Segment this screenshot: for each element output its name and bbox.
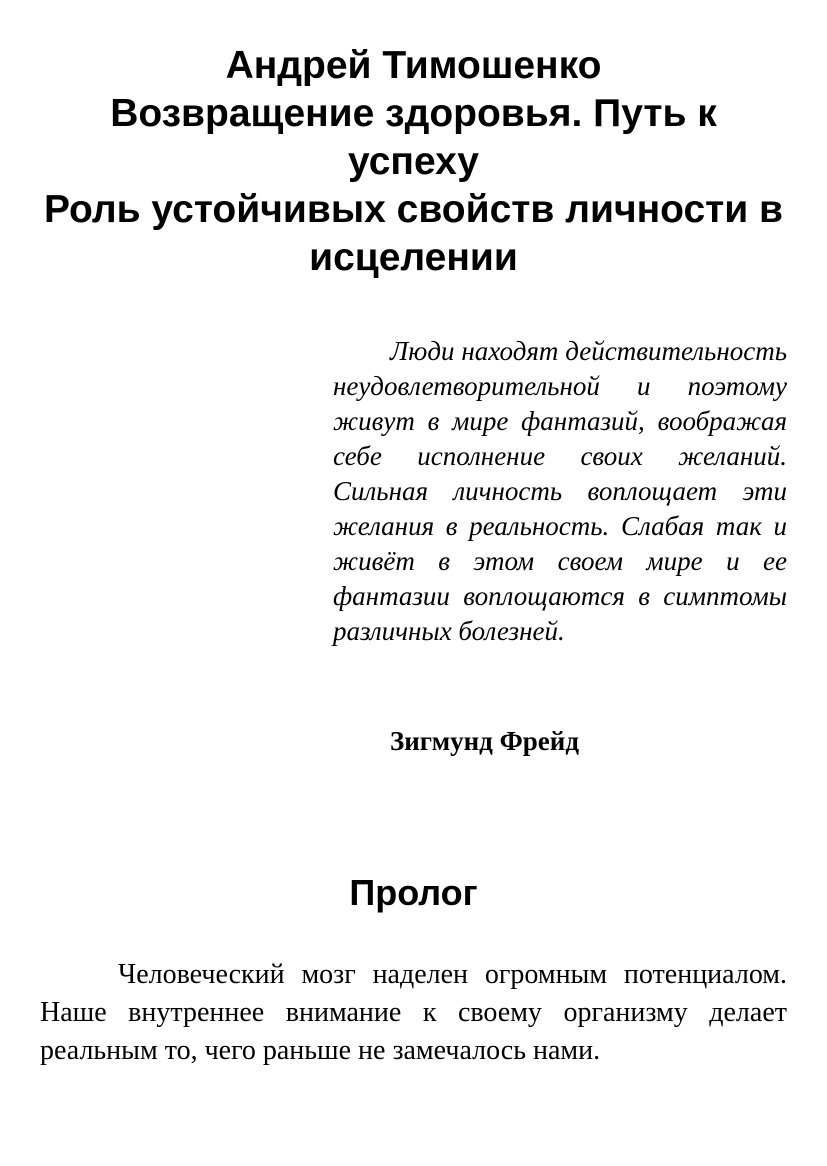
epigraph-author: Зигмунд Фрейд — [390, 726, 579, 756]
book-title: Возвращение здоровья. Путь к успеху — [110, 92, 717, 183]
document-title — [40, 42, 787, 282]
book-subtitle: Роль устойчивых свойств личности в исцелении — [43, 188, 784, 279]
body-paragraph: Человеческий мозг наделен огромным потенциалом. Наше внутреннее внимание к своему организму делает реальным то, чего раньше не замечалось нами. — [40, 959, 787, 1066]
section-heading: Пролог — [349, 872, 478, 913]
author-name: Андрей Тимошенко — [225, 44, 602, 87]
epigraph-text: Люди находят действительность неудовлетворительной и поэтому живут в мире фантазий, воображая себе исполнение своих желаний. Сильная личность воплощает эти желания в реальность. Слабая так и живёт в этом своем мире и ее фантазии воплощаются в симптомы различных болезней. — [333, 336, 787, 646]
